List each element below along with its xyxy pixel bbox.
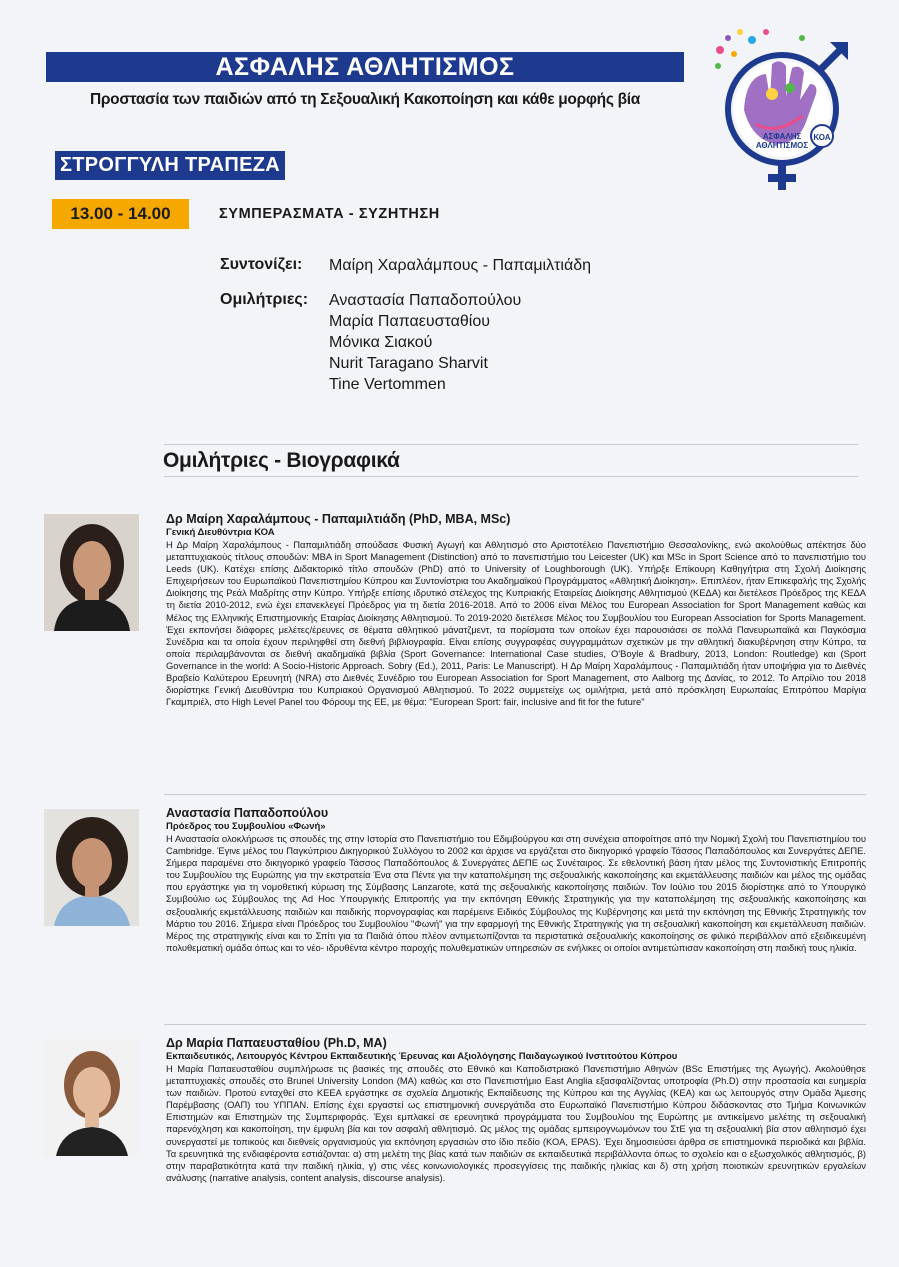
bio-entry: [166, 1036, 866, 1184]
bios-heading: Ομιλήτριες - Βιογραφικά: [163, 449, 400, 472]
page-subtitle: Προστασία των παιδιών από τη Σεξουαλική Κακοποίηση και κάθε μορφής βία: [89, 91, 641, 108]
speaker-item: Tine Vertommen: [329, 376, 446, 393]
bio-name: Αναστασία Παπαδοπούλου: [166, 806, 329, 820]
divider: [164, 1024, 866, 1025]
portrait-photo-icon: [44, 514, 139, 631]
bio-entry: [166, 806, 866, 954]
bio-name: Δρ Μαρία Παπαευσταθίου (Ph.D, MA): [166, 1036, 387, 1050]
moderator-label: Συντονίζει:: [220, 256, 303, 273]
avatar: [44, 1039, 139, 1156]
section-label: ΣΤΡΟΓΓΥΛΗ ΤΡΑΠΕΖΑ: [55, 151, 285, 180]
bio-text: Η Μαρία Παπαευσταθίου συμπλήρωσε τις βασικές της σπουδές στο Εθνικό και Καποδιστριακό Πανεπιστήμιο Αθηνών (BSc Επιστήμες της Αγωγής). Ακολούθησε μεταπτυχιακές σπουδές στο Brunel University London (MA) καθώς και στο Πανεπιστήμιο East Anglia εξασφαλίζοντας υποτροφία (Ph.D) στην προστασία και ευημερία των παιδιών. Προτού ενταχθεί στο ΚΕΕΑ εργάστηκε σε σχολεία Δημοτικής Εκπαίδευσης της Κύπρου και της Αγγλίας (ΚΕΑ) και ως λειτουργός στην Ομάδα Άμεσης Παρέμβασης (ΟΑΠ) του ΥΠΠΑΝ. Επίσης έχει εργαστεί ως επιστημονική συνεργάτιδα στο Ευρωπαϊκό Πανεπιστήμιο Κύπρου διδάσκοντας στο Τμήμα Κοινωνικών Επιστημών και Επιστημών της Συμπεριφοράς. Έχει εμπλακεί σε ερευνητικά προγράμματα του Συμβουλίου της Ευρώπης με αντικείμενο μελέτης τη σεξουαλική παρενόχληση και κακοποίηση, την έμφυλη βία και τον ασφαλή αθλητισμό. Ως μέλος της ομάδας εμπειρογνωμόνων του ΣτΕ για τη σεξουαλική βία στον αθλητισμό έχει συνεργαστεί με τοπικούς και διεθνείς οργανισμούς για εκπόνηση εργασιών στο ίδιο πεδίο (ΚΟΑ, EPAS). Έχει δημοσιεύσει άρθρα σε επιστημονικά περιοδικά και βιβλία. Τα ερευνητικά της ενδιαφέροντα εστιάζονται: α) στη μελέτη της βίας κατά των παιδιών σε εκπαιδευτικά περιβάλλοντα όπως το σχολείο και ο εξωσχολικός αθλητισμός, β) στην παραβατικότητα κατά την παιδική ηλικία, γ) στις νέες κοινωνιολογικές προσεγγίσεις της παιδικής ηλικίας και δ) στη χρήση ποιοτικών ερευνητικών εργαλείων ανάλυσης (narrative analysis, content analysis, discourse analysis).: [166, 1063, 866, 1183]
avatar: [44, 514, 139, 631]
divider: [164, 444, 858, 445]
bio-text: Η Δρ Μαίρη Χαραλάμπους - Παπαμιλτιάδη σπούδασε Φυσική Αγωγή και Αθλητισμό στο Αριστοτέλειο Πανεπιστήμιο Θεσσαλονίκης, ενώ ακολούθως απέκτησε δύο μεταπτυχιακούς τίτλους σπουδών: MBA in Sport Management (Distinction) από το πανεπιστήμιο του Leicester (UK) και MSc in Sport Science από το πανεπιστήμιο του Leeds (UK). Κατέχει επίσης Διδακτορικό τίτλο σπουδών (PhD) από το University of Loughborough (UK). Υπήρξε Επίκουρη Καθηγήτρια στη Σχολή Διοίκησης Επιχειρήσεων του Ευρωπαϊκού Πανεπιστημίου Κύπρου και Συντονίστρια του Ακαδημαϊκού Προγράμματος «Αθλητική Διοίκηση». Επιπλέον, ήταν Επικεφαλής της Σχολής Διοίκησης της Ρεάλ Μαδρίτης στην Κύπρο. Υπήρξε επίσης ιδρυτικό στέλεχος της Κυπριακής Εταιρείας Διοίκησης Αθλητισμού (ΚΕΔΑ) και διετέλεσε Πρόεδρος της ΚΕΔΑ τη διετία 2010-2012, ενώ έχει επανεκλεγεί Πρόεδρος για τη διετία 2016-2018. Από το 2006 είναι Μέλος του European Association for Sport Management καθώς και Μέλος της Ελληνικής Επιστημονικής Εταιρίας Διοίκησης Αθλητισμού. Το 2019-2020 διετέλεσε Μέλος του Συμβουλίου του European Association for Sports Management. Έχει εκπονήσει διάφορες μελέτες/έρευνες σε θέματα αθλητικού μάνατζμεντ, τα πορίσματα των οποίων έχει παρουσιάσει σε πολλά Πανευρωπαϊκά και Παγκόσμια Συνέδρια και τα οποία έχουν περιληφθεί στη διεθνή βιβλιογραφία. Είναι επίσης συγγραφέας συγγραμμάτων σχετικών με την αθλητική διακυβέρνηση στην Κύπρο, τα οποία περιλαμβάνονται σε διεθνή ακαδημαϊκά βιβλία (Sport Governance: International Case studies, O'Boyle & Bradbury, 2013, London: Routledge) και (Sport Governance in the world: A Socio-Historic Approach. Sobry (Ed.), 2011, Paris: Le Manuscript). Η Δρ Μαίρη Χαραλάμπους - Παπαμιλτιάδη ήταν υποψήφια για το Διεθνές Βραβείο Καλύτερου Ερευνητή (NRA) στο Διεθνές Συνέδριο του European Association for Sport Management, στο Aalborg της Δανίας, το 2012. Το Απρίλιο του 2018 διορίστηκε Γενική Διευθύντρια του Κυπριακού Οργανισμού Αθλητισμού. Το 2022 συμμετείχε ως ομιλήτρια, μετά από πρόσκληση Ευρωπαίας Επιτρόπου Μαρίγια Γκαμπριέλ, στο High Level Panel του Φόρουμ της ΕΕ, με θέμα: "European Sport: fair, inclusive and fit for the future": [166, 539, 866, 708]
bio-role: Γενική Διευθύντρια ΚΟΑ: [166, 527, 275, 538]
bio-entry: [166, 512, 866, 708]
page-title: ΑΣΦΑΛΗΣ ΑΘΛΗΤΙΣΜΟΣ: [46, 52, 684, 82]
portrait-photo-icon: [44, 809, 139, 926]
speaker-item: Μόνικα Σιακού: [329, 334, 433, 351]
bio-role: Εκπαιδευτικός, Λειτουργός Κέντρου Εκπαιδευτικής Έρευνας και Αξιολόγησης Παιδαγωγικού Ινστιτούτου Κύπρου: [166, 1051, 678, 1062]
speakers-label: Ομιλήτριες:: [220, 291, 309, 308]
event-logo: [706, 24, 856, 194]
divider: [164, 476, 858, 477]
speakers-list: [329, 290, 521, 395]
portrait-photo-icon: [44, 1039, 139, 1156]
session-title: ΣΥΜΠΕΡΑΣΜΑΤΑ - ΣΥΖΗΤΗΣΗ: [219, 206, 440, 222]
session-time: 13.00 - 14.00: [52, 199, 189, 229]
moderator-name: Μαίρη Χαραλάμπους - Παπαμιλτιάδη: [329, 257, 592, 274]
safe-sport-logo-icon: [706, 24, 856, 194]
speaker-item: Μαρία Παπαευσταθίου: [329, 313, 490, 330]
avatar: [44, 809, 139, 926]
bio-name: Δρ Μαίρη Χαραλάμπους - Παπαμιλτιάδη (PhD, MBA, MSc): [166, 512, 511, 526]
svg-text:ΚΟΑ: ΚΟΑ: [813, 133, 831, 142]
bio-text: Η Αναστασία ολοκλήρωσε τις σπουδές της στην Ιστορία στο Πανεπιστήμιο του Εδιμβούργου και στη συνέχεια αποφοίτησε από την Νομική Σχολή του Πανεπιστημίου του Cambridge. Έγινε μέλος του Παγκύπριου Δικηγορικού Συλλόγου το 2002 και άρχισε να εργάζεται στο δικηγορικό γραφείο Τάσσος Παπαδόπουλος και Συνεργάτες ΔΕΠΕ. Σήμερα παραμένει στο δικηγορικό γραφείο Τάσσος Παπαδόπουλος & Συνεργάτες ΔΕΠΕ ως Συνέταιρος. Σε εθελοντική βάση ήταν μέλος της Συντονιστικής Επιτροπής του Συμβουλίου της Ευρώπης για την εκστρατεία Ένα στα Πέντε για την καταπολέμηση της σεξουαλικής κακοποίησης και εκμετάλλευσης παιδιών και μέλος της ομάδας που εργάστηκε για τη νομοθετική κύρωση της Σύμβασης Lanzarote, κατά της σεξουαλικής κακοποίησης παιδιών. Τον Ιούλιο του 2015 διορίστηκε από το Υπουργικό Συμβούλιο ως Σύμβουλος της Ad Hoc Υπουργικής Επιτροπής για την εκπόνηση Εθνικής Στρατηγικής για την καταπολέμηση της σεξουαλικής κακοποίησης και σεξουαλικής εκμετάλλευσης παιδιών και παιδικής πορνογραφίας και παρέμεινε Ειδικός Σύμβουλος της Κυβέρνησης και μετά την εκπόνηση της Εθνικής Στρατηγικής τον Μάρτιο του 2016. Σήμερα είναι Πρόεδρος του Συμβουλίου "Φωνή" για την εφαρμογή της Εθνικής Στρατηγικής για τη σεξουαλική κακοποίηση και εκμετάλλευση παιδιών. Μέρος της στρατηγικής είναι και το Σπίτι για τα Παιδιά όπου πλέον αντιμετωπίζονται τα περιστατικά σεξουαλικής κακοποίησης σε φιλικό περιβάλλον από εξειδικευμένη πολυθεματική ομάδα όπως και το νέο- ιδρυθέντα κέντρο παροχής πολυθεματικών υπηρεσιών σε ενήλικες οι οποίοι αντιμετώπισαν κακοποίηση στη παιδική τους ηλικία.: [166, 833, 866, 953]
speaker-item: Αναστασία Παπαδοπούλου: [329, 292, 522, 309]
bio-role: Πρόεδρος του Συμβουλίου «Φωνή»: [166, 821, 326, 832]
divider: [164, 794, 866, 795]
logo-caption: ΑΣΦΑΛΗΣ ΑΘΛΗΤΙΣΜΟΣ: [755, 132, 809, 150]
speaker-item: Nurit Taragano Sharvit: [329, 355, 488, 372]
